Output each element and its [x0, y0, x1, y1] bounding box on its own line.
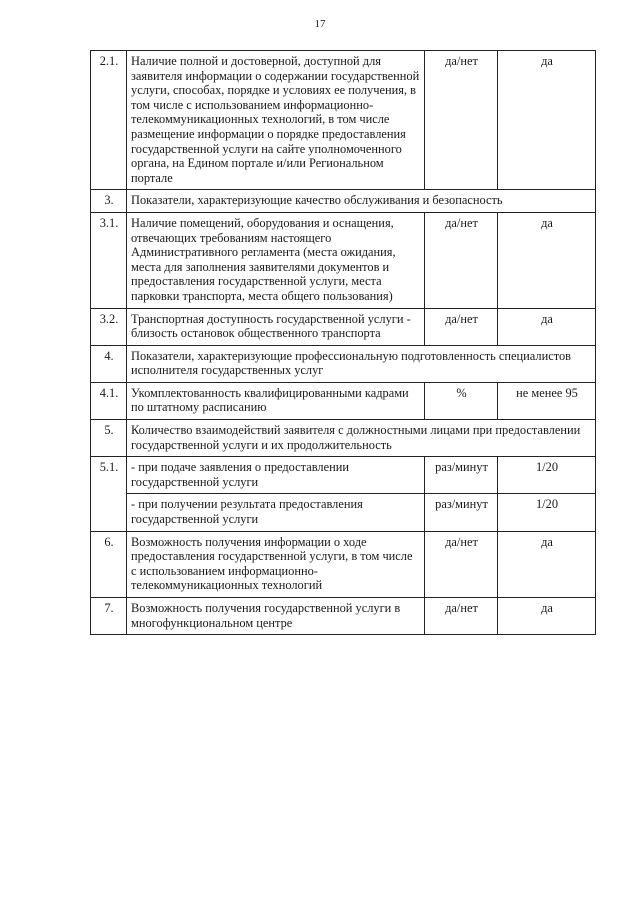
row-value: да: [498, 531, 596, 597]
table-row: [91, 457, 596, 494]
section-row: [91, 420, 596, 457]
section-title: Показатели, характеризующие качество обслуживания и безопасность: [127, 190, 596, 213]
row-number: 2.1.: [91, 51, 127, 190]
row-unit: да/нет: [425, 531, 498, 597]
row-unit: да/нет: [425, 308, 498, 345]
row-number: 6.: [91, 531, 127, 597]
table-row: [91, 382, 596, 419]
indicators-table: [90, 50, 596, 635]
section-number: 3.: [91, 190, 127, 213]
row-description: Укомплектованность квалифицированными кадрами по штатному расписанию: [127, 382, 425, 419]
row-unit: %: [425, 382, 498, 419]
section-row: [91, 190, 596, 213]
row-value: да: [498, 598, 596, 635]
section-number: 5.: [91, 420, 127, 457]
row-number: 3.2.: [91, 308, 127, 345]
row-unit: раз/минут: [425, 494, 498, 531]
row-description: Возможность получения государственной услуги в многофункциональном центре: [127, 598, 425, 635]
row-value: да: [498, 308, 596, 345]
row-value: не менее 95: [498, 382, 596, 419]
row-number: 3.1.: [91, 212, 127, 308]
row-number: 5.1.: [91, 457, 127, 531]
row-description: - при подаче заявления о предоставлении государственной услуги: [127, 457, 425, 494]
row-unit: да/нет: [425, 51, 498, 190]
section-number: 4.: [91, 345, 127, 382]
section-title: Количество взаимодействий заявителя с должностными лицами при предоставлении государственной услуги и их продолжительность: [127, 420, 596, 457]
table-row: [91, 531, 596, 597]
page-number: 17: [314, 18, 326, 30]
table-row: [91, 212, 596, 308]
row-description: Наличие полной и достоверной, доступной для заявителя информации о содержании государственной услуги, способах, порядке и условиях ее получения, в том числе с использованием информационно-телекоммуникационных технологий, в том числе размещение информации о порядке предоставления государственной услуги на сайте уполномоченного органа, на Едином портале и/или Региональном портале: [127, 51, 425, 190]
row-value: да: [498, 212, 596, 308]
row-unit: да/нет: [425, 212, 498, 308]
row-value: 1/20: [498, 494, 596, 531]
section-title: Показатели, характеризующие профессиональную подготовленность специалистов исполнителя государственных услуг: [127, 345, 596, 382]
row-value: 1/20: [498, 457, 596, 494]
table-row: [91, 598, 596, 635]
table-row: [91, 308, 596, 345]
row-unit: раз/минут: [425, 457, 498, 494]
row-value: да: [498, 51, 596, 190]
row-number: 4.1.: [91, 382, 127, 419]
row-description: Транспортная доступность государственной услуги - близость остановок общественного транспорта: [127, 308, 425, 345]
row-number: 7.: [91, 598, 127, 635]
section-row: [91, 345, 596, 382]
row-description: - при получении результата предоставления государственной услуги: [127, 494, 425, 531]
row-description: Возможность получения информации о ходе предоставления государственной услуги, в том числе с использованием информационно-телекоммуникационных технологий: [127, 531, 425, 597]
row-unit: да/нет: [425, 598, 498, 635]
table-row: [91, 494, 596, 531]
row-description: Наличие помещений, оборудования и оснащения, отвечающих требованиям настоящего Административного регламента (места ожидания, места для заполнения заявителями документов и предоставления государственной услуги, места парковки транспорта, места общего пользования): [127, 212, 425, 308]
table-row: [91, 51, 596, 190]
